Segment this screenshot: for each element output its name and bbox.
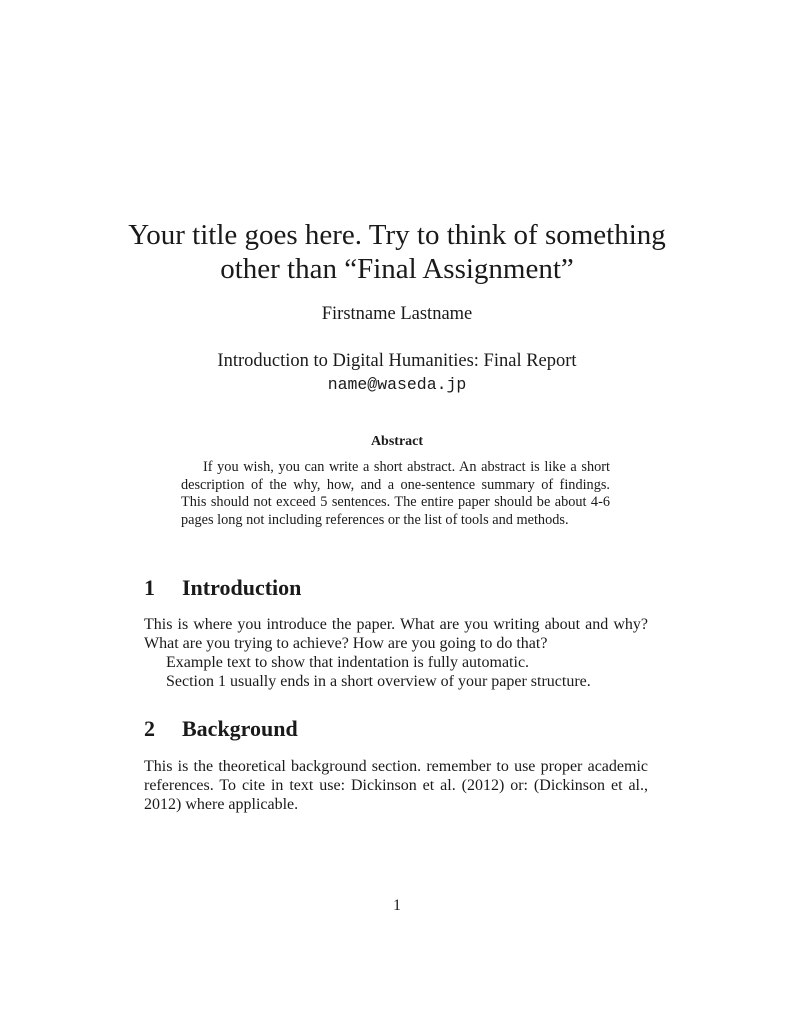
paragraph: This is where you introduce the paper. What are you writing about and why? What are you trying to achieve? How are you going to do that? bbox=[144, 616, 648, 652]
section-number: 1 bbox=[144, 575, 155, 600]
paragraph: This is the theoretical background section. remember to use proper academic references. To cite in text use: Dickinson et al. (2012) or: (Dickinson et al., 2012) where applicable. bbox=[144, 758, 648, 813]
author-email: name@waseda.jp bbox=[327, 375, 467, 394]
section-title: Background bbox=[182, 716, 298, 741]
paragraph: Example text to show that indentation is fully automatic. bbox=[166, 654, 530, 671]
author-name: Firstname Lastname bbox=[321, 304, 473, 324]
section-heading-introduction bbox=[144, 575, 301, 601]
section-number: 2 bbox=[144, 716, 155, 741]
page-number: 1 bbox=[393, 897, 401, 914]
paper-title bbox=[0, 218, 794, 286]
title-line-1: Your title goes here. Try to think of something bbox=[128, 219, 666, 251]
paragraph: Section 1 usually ends in a short overview of your paper structure. bbox=[166, 673, 591, 690]
title-line-2: other than “Final Assignment” bbox=[220, 253, 574, 285]
course-name: Introduction to Digital Humanities: Final Report bbox=[217, 351, 577, 371]
section-title: Introduction bbox=[182, 575, 302, 600]
section-heading-background bbox=[144, 716, 298, 742]
introduction-body bbox=[144, 615, 648, 691]
background-body bbox=[144, 757, 648, 814]
abstract-text: If you wish, you can write a short abstract. An abstract is like a short description of the why, how, and a one-sentence summary of findings. This should not exceed 5 sentences. The entire paper should be about 4-6 pages long not including references or the list of tools and methods. bbox=[181, 459, 610, 529]
abstract-heading: Abstract bbox=[370, 434, 424, 449]
